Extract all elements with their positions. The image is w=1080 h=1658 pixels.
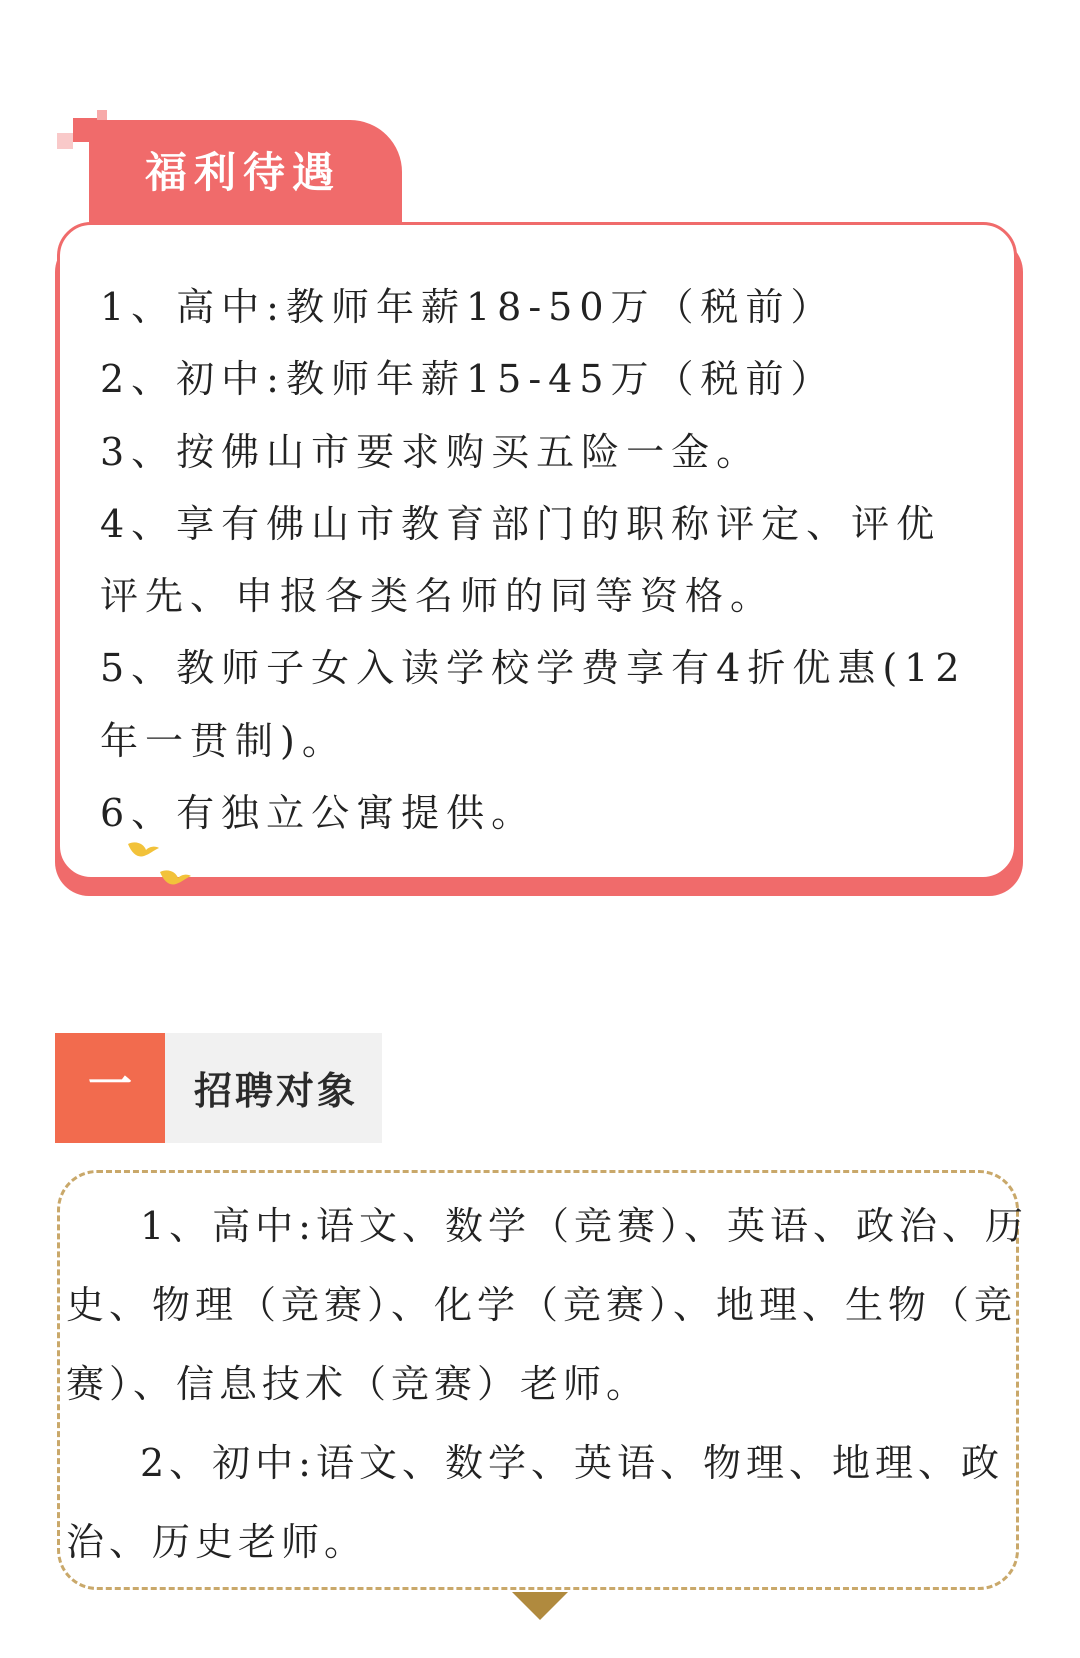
- decor-square: [97, 110, 107, 120]
- benefit-item: 6、有独立公寓提供。: [100, 791, 537, 835]
- benefit-item-continued: 年一贯制)。: [100, 719, 347, 763]
- benefit-item: 4、享有佛山市教育部门的职称评定、评优: [100, 502, 942, 546]
- recruit-item-continued: 史、物理（竞赛）、化学（竞赛）、地理、生物（竞: [66, 1283, 1018, 1327]
- recruit-section-title: 招聘对象: [194, 1069, 359, 1113]
- bird-icon: [126, 838, 160, 864]
- benefit-item: 3、按佛山市要求购买五险一金。: [100, 430, 762, 474]
- recruit-item-continued: 赛）、信息技术（竞赛）老师。: [66, 1362, 650, 1406]
- benefits-title: 福利待遇: [145, 148, 342, 197]
- recruit-item: 2、初中:语文、数学、英语、物理、地理、政: [140, 1441, 1004, 1485]
- recruit-item-continued: 治、历史老师。: [66, 1520, 368, 1564]
- benefit-item: 1、高中:教师年薪18-50万（税前）: [100, 285, 836, 329]
- benefit-item-continued: 评先、申报各类名师的同等资格。: [100, 574, 776, 618]
- benefit-item: 5、教师子女入读学校学费享有4折优惠(12: [100, 646, 967, 690]
- bird-icon: [158, 866, 192, 892]
- recruit-item: 1、高中:语文、数学（竞赛）、英语、政治、历: [140, 1204, 1028, 1248]
- down-arrow-icon: [512, 1592, 568, 1622]
- recruit-section-number: 一: [88, 1059, 132, 1110]
- decor-square: [57, 133, 73, 149]
- benefit-item: 2、初中:教师年薪15-45万（税前）: [100, 357, 836, 401]
